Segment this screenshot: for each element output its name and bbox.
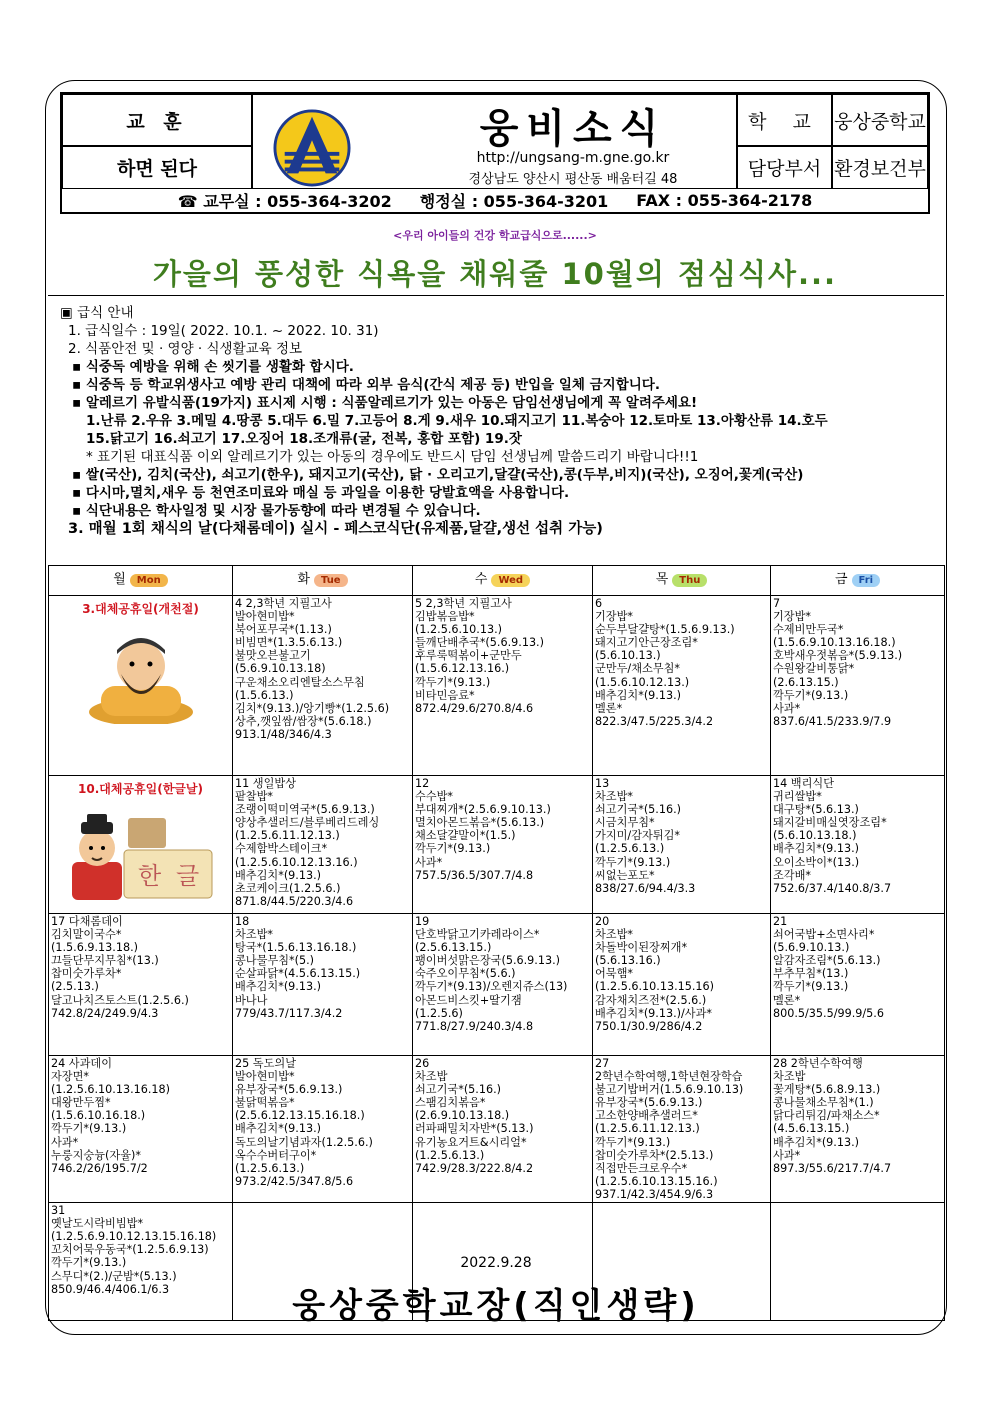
info-safety-title: 2. 식품안전 및 · 영양 · 식생활교육 정보 — [68, 341, 303, 357]
menu-line: 씨없는포도* — [595, 868, 655, 882]
menu-line: 차조밥 — [415, 1070, 448, 1084]
menu-line: 조랭이떡미역국*(5.6.9.13.) — [235, 803, 375, 817]
menu-line: 발아현미밥* — [235, 1070, 295, 1084]
menu-line: 감자채치즈전*(2.5.6.) — [595, 993, 707, 1007]
menu-line: 돼지고기안근장조림* — [595, 636, 698, 650]
menu-line: 5 2,3학년 지필고사 — [415, 597, 512, 610]
menu-line: 김밥볶음밥* — [415, 610, 475, 624]
menu-line: 수수밥* — [415, 790, 454, 804]
menu-line: 차조밥* — [235, 928, 274, 942]
menu-day-cell — [593, 776, 771, 914]
menu-line: 20 — [595, 915, 610, 928]
menu-line: 750.1/30.9/286/4.2 — [595, 1019, 703, 1033]
school-address: 경상남도 양산시 평산동 배움터길 48 — [468, 172, 678, 187]
allergen-list: 15.닭고기 16.쇠고기 17.오징어 18.조개류(굴, 전복, 홍합 포함) 19.잣 — [86, 431, 522, 447]
menu-line: 군만두/채소무침* — [595, 662, 681, 676]
menu-line: 기장밥* — [773, 610, 812, 624]
menu-line: 순살파닭*(4.5.6.13.15.) — [235, 967, 361, 981]
menu-line: (5.6.9.10.13.18) — [235, 662, 326, 676]
menu-day-cell — [771, 914, 945, 1056]
menu-line: (1.2.5.6.13.) — [235, 1161, 305, 1175]
menu-line: 귀리쌀밥* — [773, 790, 822, 804]
menu-line: 고소한양배추샐러드* — [595, 1109, 698, 1123]
menu-line: 깍두기*(9.13.) — [415, 675, 491, 689]
menu-day-cell — [49, 1056, 233, 1203]
menu-line: 옥수수버터구이* — [235, 1148, 317, 1162]
menu-line: 수원왕갈비통닭* — [773, 662, 855, 676]
menu-line: 대구탕*(5.6.13.) — [773, 803, 859, 817]
menu-line: 쇠어국밥+소면사리* — [773, 928, 875, 942]
menu-line: 팥찰밥* — [235, 790, 274, 804]
king-illustration-icon — [66, 804, 216, 904]
menu-line: 부추무침*(13.) — [773, 967, 849, 981]
info-bullet: ▪ 식중독 등 학교위생사고 예방 관리 대책에 따라 외부 음식(간식 제공 등) 반입을 일체 금지합니다. — [72, 377, 660, 393]
menu-line: (1.2.5.6.10.12.13.16.) — [235, 855, 358, 869]
menu-line: 850.9/46.4/406.1/6.3 — [51, 1282, 170, 1296]
menu-line: 6 — [595, 597, 603, 610]
menu-line: 11 생일밥상 — [235, 777, 297, 790]
menu-line: 북어포무국*(1.13.) — [235, 623, 332, 637]
menu-line: 꼬치어묵우동국*(1.2.5.6.9.13) — [51, 1243, 209, 1257]
menu-line: 배추김치*(9.13.) — [235, 980, 322, 994]
motto-label: 교 훈 — [62, 94, 252, 146]
menu-line: 깍두기*(9.13.) — [773, 688, 849, 702]
menu-line: 초코케이크(1.2.5.6.) — [235, 881, 341, 895]
menu-day-cell — [771, 596, 945, 776]
menu-line: 찹미숫가루차* — [51, 967, 122, 981]
holiday-label: 3.대체공휴일(개천절) — [82, 602, 199, 616]
menu-line: 26 — [415, 1057, 430, 1070]
menu-line: 순두부달걀탕*(1.5.6.9.13.) — [595, 623, 735, 637]
menu-line: 옛날도시락비빔밥* — [51, 1217, 144, 1231]
menu-line: 사과* — [51, 1135, 79, 1149]
info-days: 1. 급식일수 : 19일( 2022. 10.1. ~ 2022. 10. 31) — [68, 323, 379, 339]
weekday-header: 금 Fri — [771, 566, 945, 596]
menu-line: (5.6.10.13.18.) — [773, 829, 857, 843]
menu-week-row — [49, 596, 945, 776]
menu-line: (1.5.6.10.12.13.) — [595, 675, 690, 689]
menu-line: 누룽지숭늉(자율)* — [51, 1148, 141, 1162]
menu-line: 897.3/55.6/217.7/4.7 — [773, 1161, 892, 1175]
menu-line: 배추김치*(9.13.) — [595, 688, 682, 702]
newsletter-title: 웅비소식 — [479, 106, 667, 152]
menu-line: 19 — [415, 915, 430, 928]
menu-line: 779/43.7/117.3/4.2 — [235, 1006, 343, 1020]
menu-week-row — [49, 776, 945, 914]
school-label: 학 교 — [737, 94, 832, 146]
menu-line: 800.5/35.5/99.9/5.6 — [773, 1006, 884, 1020]
principal-signature: 웅상중학교장(직인생략) — [292, 1286, 700, 1326]
menu-line: 가지미/감자튀김* — [595, 829, 681, 843]
menu-line: 깍두기*(9.13.) — [415, 842, 491, 856]
menu-line: 742.8/24/249.9/4.3 — [51, 1006, 159, 1020]
menu-line: 끄들단무지무침*(13.) — [51, 954, 159, 968]
phone-office: ☎ 교무실 : 055-364-3202 — [177, 192, 392, 211]
menu-line: 깍두기*(9.13)/오렌지쥬스(13) — [415, 980, 568, 994]
menu-line: 멸치아몬드볶음*(5.6.13.) — [415, 816, 545, 830]
issue-date: 2022.9.28 — [460, 1255, 532, 1271]
menu-line: (1.2.5.6.9.10.12.13.15.16.18) — [51, 1230, 217, 1244]
menu-line: 유부장국*(5.6.9.13.) — [595, 1096, 703, 1110]
menu-line: 사과* — [773, 701, 801, 715]
menu-line: 31 — [51, 1204, 66, 1218]
menu-line: (5.6.13.16.) — [595, 954, 661, 968]
menu-line: (5.6.9.10.13.) — [773, 941, 850, 955]
menu-line: 꽃게탕*(5.6.8.9.13.) — [773, 1083, 881, 1097]
dept-name: 환경보건부 — [832, 146, 928, 189]
menu-day-cell — [593, 596, 771, 776]
menu-line: 비빔면*(1.3.5.6.13.) — [235, 636, 343, 650]
menu-line: (2.6.13.15.) — [773, 675, 839, 689]
menu-line: (1.5.6.12.13.16.) — [415, 662, 510, 676]
menu-line: (2.5.6.12.13.15.16.18.) — [235, 1109, 365, 1123]
info-diversity-day: 3. 매월 1회 채식의 날(다채롬데이) 실시 - 페스코식단(유제품,달걀,생선 섭취 가능) — [68, 521, 603, 537]
menu-line: (1.2.5.6.11.12.13.) — [595, 1122, 700, 1136]
menu-line: 김치말이국수* — [51, 928, 122, 942]
fax-number: FAX : 055-364-2178 — [636, 191, 813, 210]
weekday-header: 화 Tue — [233, 566, 413, 596]
menu-day-cell — [233, 776, 413, 914]
menu-line: 822.3/47.5/225.3/4.2 — [595, 714, 714, 728]
menu-line: 자장면* — [51, 1070, 90, 1084]
weekday-header: 목 Thu — [593, 566, 771, 596]
menu-line: 불고기밥버거(1.5.6.9.10.13) — [595, 1083, 744, 1097]
menu-line: 913.1/48/346/4.3 — [235, 727, 332, 741]
svg-text:글: 글 — [175, 862, 199, 891]
allergen-list: 1.난류 2.우유 3.메밀 4.땅콩 5.대두 6.밀 7.고등어 8.게 9.새우 10.돼지고기 11.복숭아 12.토마토 13.아황산류 14.호두 — [86, 413, 828, 429]
menu-line: (2.6.9.10.13.18.) — [415, 1109, 510, 1123]
menu-line: 27 — [595, 1057, 610, 1070]
menu-line: 후루룩떡볶이+군만두 — [415, 649, 522, 663]
menu-day-cell — [771, 776, 945, 914]
menu-line: 깍두기*(9.13.) — [773, 980, 849, 994]
menu-line: 콩나물무침*(5.) — [235, 954, 315, 968]
menu-line: 바나나 — [235, 993, 268, 1007]
menu-line: 871.8/44.5/220.3/4.6 — [235, 894, 354, 908]
menu-line: 742.9/28.3/222.8/4.2 — [415, 1161, 534, 1175]
man-illustration-icon — [81, 624, 201, 724]
menu-week-row — [49, 914, 945, 1056]
subtitle: <우리 아이들의 건강 학교급식으로......> — [393, 229, 597, 242]
menu-line: (1.2.5.6.13.) — [415, 1148, 485, 1162]
info-bullet: ▪ 알레르기 유발식품(19가지) 표시제 시행 : 식품알레르기가 있는 아동은 담임선생님에게 꼭 알려주세요! — [72, 395, 698, 411]
menu-line: 유기농요거트&시리얼* — [415, 1135, 527, 1149]
menu-day-cell — [49, 914, 233, 1056]
menu-line: 상추,깻잎쌈/쌈장*(5.6.18.) — [235, 714, 372, 728]
menu-line: 불맛오븐불고기 — [235, 649, 311, 663]
menu-line: (1.2.5.6.11.12.13.) — [235, 829, 340, 843]
menu-line: 기장밥* — [595, 610, 634, 624]
info-bullet: ▪ 다시마,멸치,새우 등 천연조미료와 매실 등 과일을 이용한 당발효액을 사용합니다. — [72, 485, 570, 501]
menu-line: (1.5.6.10.16.18.) — [51, 1109, 146, 1123]
phone-admin: 행정실 : 055-364-3201 — [419, 192, 609, 211]
menu-line: 깍두기*(9.13.) — [51, 1256, 127, 1270]
weekday-header-row — [49, 566, 945, 596]
info-bullet: ▪ 쌀(국산), 김치(국산), 쇠고기(한우), 돼지고기(국산), 닭 · 오리고기,달걀(국산),콩(두부,비지)(국산), 오징어,꽃게(국산) — [72, 467, 804, 483]
menu-line: 21 — [773, 915, 788, 928]
menu-day-cell — [593, 1056, 771, 1203]
menu-line: 937.1/42.3/454.9/6.3 — [595, 1187, 714, 1201]
menu-line: 달고나치즈토스트(1.2.5.6.) — [51, 993, 189, 1007]
svg-text:한: 한 — [137, 862, 161, 891]
menu-line: 25 독도의날 — [235, 1057, 297, 1070]
menu-line: 973.2/42.5/347.8/5.6 — [235, 1174, 354, 1188]
menu-line: (2.5.13.) — [51, 980, 99, 994]
headline: 가을의 풍성한 식욕을 채워줄 10월의 점심식사... — [152, 257, 838, 291]
menu-line: (1.2.5.6.13.) — [595, 842, 665, 856]
info-bullet: ▪ 식중독 예방을 위해 손 씻기를 생활화 합시다. — [72, 359, 354, 375]
menu-line: 단호박닭고기카레라이스* — [415, 928, 540, 942]
menu-day-cell — [413, 1056, 593, 1203]
menu-line: 757.5/36.5/307.7/4.8 — [415, 868, 534, 882]
menu-line: 수제비만두국* — [773, 623, 844, 637]
menu-line: (1.2.5.6.10.13.15.16) — [595, 980, 715, 994]
menu-day-cell — [413, 776, 593, 914]
menu-line: 2학년수학여행,1학년현장학습 — [595, 1070, 743, 1084]
menu-line: (1.5.6.13.) — [235, 688, 294, 702]
menu-line: 닭다리튀김/파채소스* — [773, 1109, 880, 1123]
menu-line: 불닭떡볶음* — [235, 1096, 295, 1110]
menu-line: 스팸김치볶음* — [415, 1096, 486, 1110]
menu-day-cell — [233, 1056, 413, 1203]
allergen-note: * 표기된 대표식품 이외 알레르기가 있는 아동의 경우에도 반드시 담임 선생님께 말씀드리기 바랍니다!!1 — [86, 449, 699, 465]
menu-line: 13 — [595, 777, 610, 790]
menu-line: 28 2학년수학여행 — [773, 1057, 863, 1070]
menu-line: 사과* — [773, 1148, 801, 1162]
menu-line: 러파패밀치자반*(5.13.) — [415, 1122, 534, 1136]
menu-line: 탕국*(1.5.6.13.16.18.) — [235, 941, 357, 955]
dept-label: 담당부서 — [737, 146, 832, 189]
menu-line: 쇠고기국*(5.16.) — [595, 803, 682, 817]
menu-line: 깍두기*(9.13.) — [595, 855, 671, 869]
menu-line: 숙주오이무침*(5.6.) — [415, 967, 516, 981]
menu-line: 김치*(9.13.)/앙기빵*(1.2.5.6) — [235, 701, 390, 715]
menu-line: 스무디*(2.)/군밤*(5.13.) — [51, 1269, 177, 1283]
menu-day-cell — [233, 596, 413, 776]
motto-value: 하면 된다 — [62, 146, 252, 189]
menu-line: (1.2.5.6.10.13.16.18) — [51, 1083, 171, 1097]
school-url[interactable]: http://ungsang-m.gne.go.kr — [476, 150, 670, 166]
menu-line: 18 — [235, 915, 250, 928]
menu-line: 발아현미밥* — [235, 610, 295, 624]
menu-line: 752.6/37.4/140.8/3.7 — [773, 881, 892, 895]
menu-line: (1.5.6.9.10.13.16.18.) — [773, 636, 896, 650]
menu-line: 들깨단배추국*(5.6.9.13.) — [415, 636, 544, 650]
menu-line: 차조밥 — [773, 1070, 806, 1084]
menu-line: 차조밥* — [595, 928, 634, 942]
menu-line: 대왕만두찜* — [51, 1096, 111, 1110]
menu-line: 팽이버섯맑은장국(5.6.9.13.) — [415, 954, 561, 968]
menu-line: 771.8/27.9/240.3/4.8 — [415, 1019, 534, 1033]
school-logo-icon — [273, 109, 351, 187]
menu-line: 838/27.6/94.4/3.3 — [595, 881, 696, 895]
menu-calendar — [48, 565, 945, 1321]
menu-line: 멜론* — [595, 701, 623, 715]
menu-line: 14 백리식단 — [773, 777, 835, 790]
menu-line: 비타민음료* — [415, 688, 475, 702]
contact-bar — [62, 189, 928, 212]
menu-day-cell — [771, 1056, 945, 1203]
menu-line: (1.2.5.6.10.13.15.16.) — [595, 1174, 718, 1188]
menu-line: 아몬드비스킷+딸기잼 — [415, 993, 522, 1007]
menu-line: 4 2,3학년 지필고사 — [235, 597, 332, 610]
menu-line: 17 다채롬데이 — [51, 915, 123, 928]
meal-info — [48, 295, 944, 565]
menu-line: 콩나물채소무침*(1.) — [773, 1096, 874, 1110]
menu-line: 깍두기*(9.13.) — [51, 1122, 127, 1136]
menu-line: (4.5.6.13.15.) — [773, 1122, 850, 1136]
menu-line: 배추김치*(9.13.) — [235, 1122, 322, 1136]
holiday-art — [51, 804, 230, 907]
menu-line: 찹미숫가루차*(2.5.13.) — [595, 1148, 714, 1162]
menu-line: 조각배* — [773, 868, 812, 882]
menu-line: 배추김치*(9.13.) — [773, 1135, 860, 1149]
menu-line: 7 — [773, 597, 781, 610]
menu-line: 알감자조림*(5.6.13.) — [773, 954, 881, 968]
menu-line: 부대찌개*(2.5.6.9.10.13.) — [415, 803, 551, 817]
menu-line: 양상추샐러드/블루베리드레싱 — [235, 816, 380, 830]
menu-line: 채소달걀말이*(1.5.) — [415, 829, 516, 843]
menu-line: 깍두기*(9.13.) — [595, 1135, 671, 1149]
menu-line: 멜론* — [773, 993, 801, 1007]
menu-line: 12 — [415, 777, 430, 790]
menu-line: (1.2.5.6.10.13.) — [415, 623, 503, 637]
menu-week-row — [49, 1056, 945, 1203]
menu-line: 차조밥* — [595, 790, 634, 804]
school-name: 웅상중학교 — [832, 94, 928, 146]
menu-day-cell — [413, 596, 593, 776]
menu-line: 어묵햄* — [595, 967, 634, 981]
menu-line: (1.2.5.6) — [415, 1006, 463, 1020]
menu-line: 구운채소오리엔탈소스무침 — [235, 675, 365, 689]
menu-day-cell — [49, 776, 233, 914]
menu-day-cell — [593, 914, 771, 1056]
menu-line: 직접만든크로우수* — [595, 1161, 688, 1175]
menu-line: 746.2/26/195.7/2 — [51, 1161, 148, 1175]
menu-line: 배추김치*(9.13.) — [235, 868, 322, 882]
menu-line: 사과* — [415, 855, 443, 869]
menu-line: 872.4/29.6/270.8/4.6 — [415, 701, 534, 715]
menu-line: 차돌박이된장찌개* — [595, 941, 688, 955]
menu-line: 독도의날기념과자(1.2.5.6.) — [235, 1135, 373, 1149]
menu-line: 시금치무침* — [595, 816, 655, 830]
menu-day-cell — [233, 914, 413, 1056]
weekday-header: 월 Mon — [49, 566, 233, 596]
menu-line: 수제함박스테이크* — [235, 842, 328, 856]
menu-day-cell — [49, 596, 233, 776]
info-bullet: ▪ 식단내용은 학사일정 및 시장 물가동향에 따라 변경될 수 있습니다. — [72, 503, 481, 519]
menu-line: 쇠고기국*(5.16.) — [415, 1083, 502, 1097]
menu-line: (5.6.10.13.) — [595, 649, 661, 663]
info-section-title: ▣ 급식 안내 — [60, 305, 134, 321]
menu-line: 배추김치*(9.13.) — [773, 842, 860, 856]
menu-line: 837.6/41.5/233.9/7.9 — [773, 714, 892, 728]
holiday-art — [51, 624, 230, 727]
menu-line: (2.5.6.13.15.) — [415, 941, 492, 955]
menu-line: 돼지갈비매실엿장조림* — [773, 816, 887, 830]
newsletter-header — [60, 92, 930, 214]
menu-day-cell — [413, 914, 593, 1056]
holiday-label: 10.대체공휴일(한글날) — [78, 782, 203, 796]
menu-line: 호박새우젓볶음*(5.9.13.) — [773, 649, 903, 663]
menu-line: 유부장국*(5.6.9.13.) — [235, 1083, 343, 1097]
weekday-header: 수 Wed — [413, 566, 593, 596]
menu-line: 오이소박이*(13.) — [773, 855, 860, 869]
menu-line: 24 사과데이 — [51, 1057, 113, 1070]
menu-line: 배추김치*(9.13.)/사과* — [595, 1006, 712, 1020]
menu-line: (1.5.6.9.13.18.) — [51, 941, 139, 955]
masthead — [252, 94, 737, 189]
